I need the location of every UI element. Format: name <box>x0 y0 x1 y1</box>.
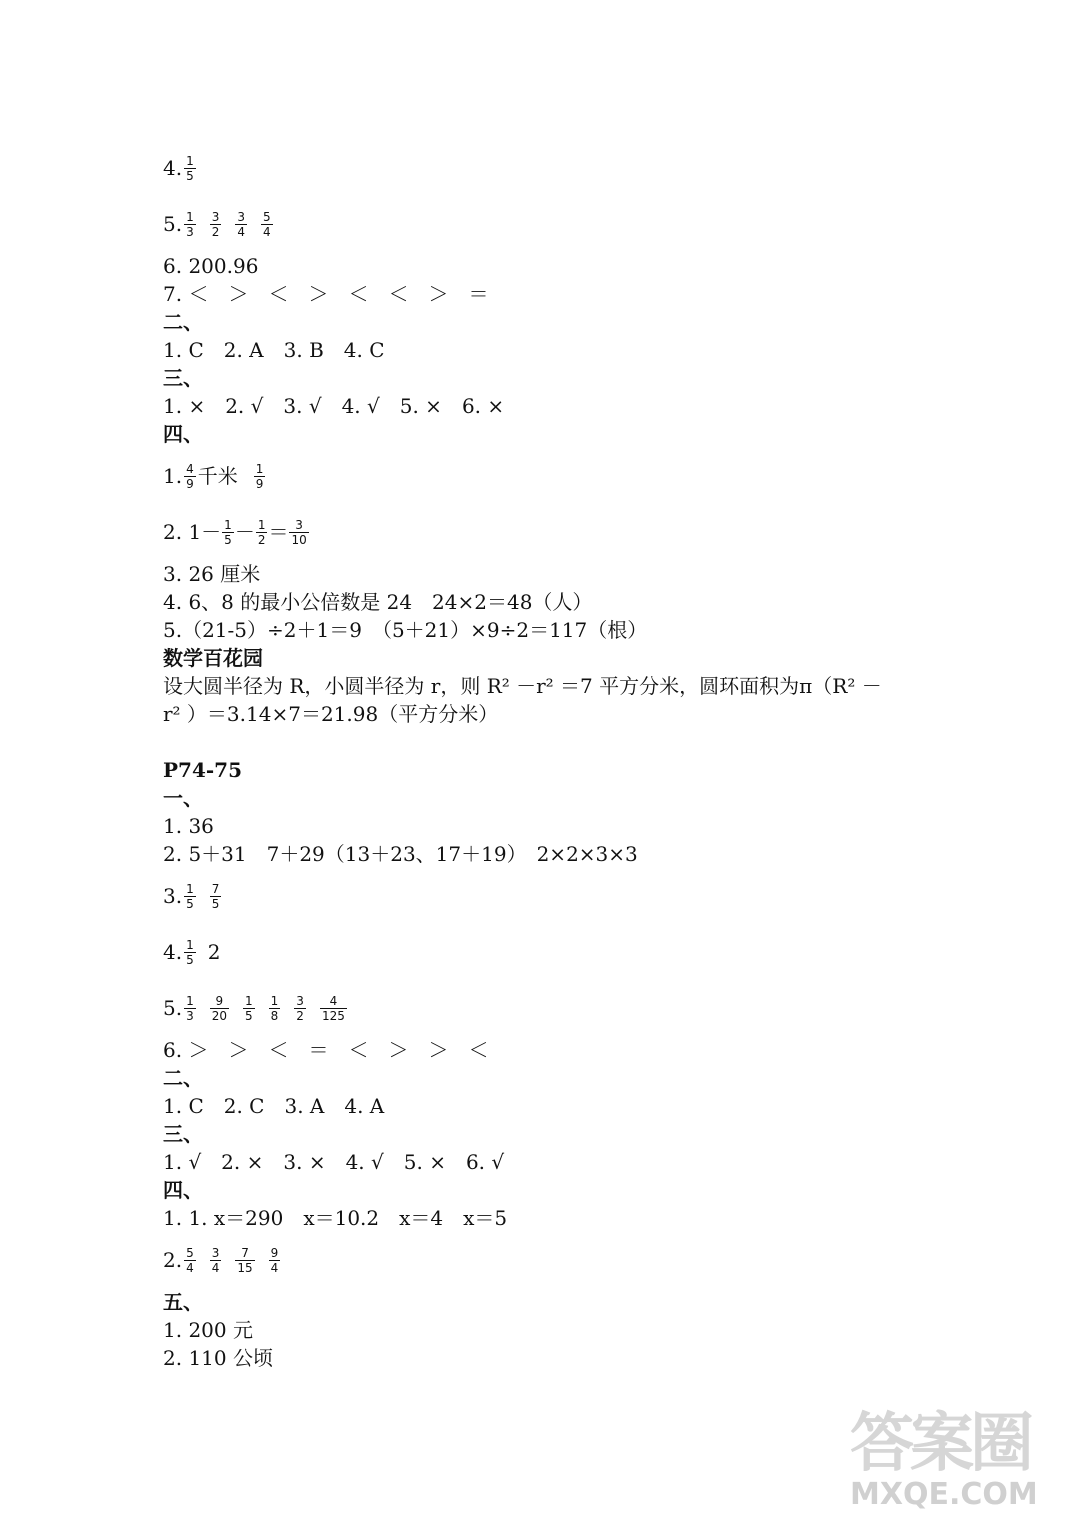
fraction: $\frac{3}{4}$ <box>211 1245 220 1275</box>
fraction: $\frac{3}{2}$ <box>296 993 304 1023</box>
s2-q5: 5. $\frac{1}{3}$ $\frac{9}{20}$ $\frac{1}{5}$ $\frac{1}{8}$ $\frac{3}{2}$ $\frac{4}{125}$ <box>163 993 345 1023</box>
s1-q7: 7. ＜ ＞ ＜ ＞ ＜ ＜ ＞ ＝ <box>163 282 489 306</box>
s2-part4-q1: 1. 1. x＝290 x＝10.2 x＝4 x＝5 <box>163 1206 508 1230</box>
s2-title: P74-75 <box>163 758 243 782</box>
s2-part3-answers: 1. √ 2. × 3. × 4. √ 5. × 6. √ <box>163 1150 505 1174</box>
s2-q2: 2. 5＋31 7＋29（13＋23、17＋19） 2×2×3×3 <box>163 842 638 866</box>
s2-q1: 1. 36 <box>163 814 214 838</box>
s1-heading-4: 四、 <box>163 422 203 446</box>
s2-heading-3: 三、 <box>163 1122 203 1146</box>
fraction: $\frac{3}{10}$ <box>291 517 307 547</box>
s2-heading-5: 五、 <box>163 1290 203 1314</box>
s1-heading-3: 三、 <box>163 366 203 390</box>
fraction: $\frac{1}{5}$ <box>186 153 194 183</box>
s2-heading-1: 一、 <box>163 786 203 810</box>
answer-page <box>163 140 943 1372</box>
watermark-url: MXQE.COM <box>850 1477 1038 1512</box>
s1-heading-2: 二、 <box>163 310 203 334</box>
s1-part4-q3: 3. 26 厘米 <box>163 562 261 586</box>
s1-q5: 5. $\frac{1}{3}$ $\frac{3}{2}$ $\frac{3}{4}$ $\frac{5}{4}$ <box>163 209 271 239</box>
s2-part4-q2: 2. $\frac{5}{4}$ $\frac{3}{4}$ $\frac{7}{15}$ $\frac{9}{4}$ <box>163 1245 279 1275</box>
s1-q4: 4. $\frac{1}{5}$ <box>163 153 194 183</box>
s1-part3-answers: 1. × 2. √ 3. √ 4. √ 5. × 6. × <box>163 394 505 418</box>
s2-q6: 6. ＞ ＞ ＜ ＝ ＜ ＞ ＞ ＜ <box>163 1038 489 1062</box>
fraction: $\frac{1}{5}$ <box>245 993 253 1023</box>
s1-part4-q5: 5.（21-5）÷2＋1＝9 （5＋21）×9÷2＝117（根） <box>163 618 648 642</box>
garden-title: 数学百花园 <box>163 646 263 670</box>
watermark-logo <box>850 1409 1050 1519</box>
fraction: $\frac{4}{9}$ <box>186 461 194 491</box>
s2-part5-q1: 1. 200 元 <box>163 1318 253 1342</box>
fraction: $\frac{1}{2}$ <box>257 517 266 547</box>
s2-q4: 4. $\frac{1}{5}$ 2 <box>163 937 221 967</box>
fraction: $\frac{1}{3}$ <box>186 209 194 239</box>
s1-part4-q2: 2. 1－ $\frac{1}{5}$ － $\frac{1}{2}$ ＝ $\frac{3}{10}$ <box>163 517 307 547</box>
s2-part2-answers: 1. C 2. C 3. A 4. A <box>163 1094 385 1118</box>
garden-line-2: r² ）＝3.14×7＝21.98（平方分米） <box>163 702 499 726</box>
s1-part4-q4: 4. 6、8 的最小公倍数是 24 24×2＝48（人） <box>163 590 593 614</box>
fraction: $\frac{5}{4}$ <box>186 1245 194 1275</box>
s2-part5-q2: 2. 110 公顷 <box>163 1346 273 1370</box>
s1-q6: 6. 200.96 <box>163 254 259 278</box>
s2-heading-4: 四、 <box>163 1178 203 1202</box>
fraction: $\frac{5}{4}$ <box>263 209 271 239</box>
fraction: $\frac{1}{9}$ <box>255 461 264 491</box>
watermark-chars: 答案圈 <box>850 1407 1030 1481</box>
s2-heading-2: 二、 <box>163 1066 203 1090</box>
s1-part2-answers: 1. C 2. A 3. B 4. C <box>163 338 385 362</box>
s1-part4-q1: 1. $\frac{4}{9}$ 千米 $\frac{1}{9}$ <box>163 461 264 491</box>
fraction: $\frac{1}{8}$ <box>270 993 279 1023</box>
fraction: $\frac{7}{15}$ <box>237 1245 253 1275</box>
fraction: $\frac{1}{5}$ <box>186 881 194 911</box>
fraction: $\frac{1}{5}$ <box>224 517 232 547</box>
fraction: $\frac{3}{4}$ <box>237 209 246 239</box>
fraction: $\frac{3}{2}$ <box>211 209 220 239</box>
fraction: $\frac{9}{20}$ <box>211 993 228 1023</box>
fraction: $\frac{7}{5}$ <box>211 881 220 911</box>
fraction: $\frac{9}{4}$ <box>270 1245 279 1275</box>
fraction: $\frac{1}{3}$ <box>186 993 194 1023</box>
s2-q3: 3. $\frac{1}{5}$ $\frac{7}{5}$ <box>163 881 220 911</box>
fraction: $\frac{4}{125}$ <box>321 993 345 1023</box>
fraction: $\frac{1}{5}$ <box>186 937 194 967</box>
garden-line-1: 设大圆半径为 R，小圆半径为 r，则 R² －r² ＝7 平方分米，圆环面积为π（R² － <box>163 674 882 698</box>
